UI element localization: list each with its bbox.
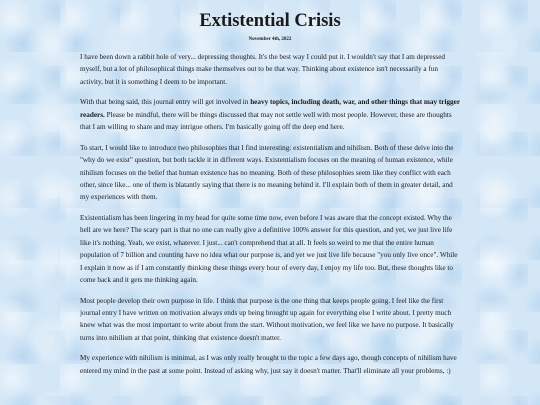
post-date: November 4th, 2022 xyxy=(248,37,292,42)
paragraph-existentialism: Existentialism has been lingering in my head for quite some time now, even before I was aware that the concept existed. Why the hell are we here? The scary part is that no one can really give a definitive 100% answer for this question, and yet, we just live life like it's nothing. Yeah, we exist, whatever. I just... can't comprehend that at all. It feels so weird to me that the entire human population of 7 billion and counting have no idea what our purpose is, and yet we just live life because "you only live once". While I explain it now as if I am constantly thinking these things every hour of every day, I enjoy my life too. But, these thoughts like to come back and it gets me thinking again. xyxy=(80,214,458,285)
paragraph-purpose: Most people develop their own purpose in life. I think that purpose is the one thing that keeps people going. I feel like the first journal entry I have written on motivation always ends up being brought up again for everything else I write about. I pretty much knew what was the most important to write about from the start. Without motivation, we feel like we have no purpose. It basically turns into nihilism at that point, thinking that existence doesn't matter. xyxy=(80,296,454,342)
journal-entry xyxy=(80,0,460,405)
entry-body xyxy=(80,51,460,377)
paragraph-content-warning xyxy=(80,96,460,133)
paragraph-intro: I have been down a rabbit hole of very... depressing thoughts. It's the best way I could put it. I wouldn't say that I am depressed myself, but a lot of philosophical things make themselves out to be that way. Thinking about existence isn't necessarily a fun activity, but it is something I deem to be important. xyxy=(80,53,446,86)
paragraph-nihilism: My experience with nihilism is minimal, as I was only really brought to the topic a few days ago, though concepts of nihilism have entered my mind in the past at some point. Instead of asking why, just say it doesn't matter. That'll eliminate all your problems, :) xyxy=(80,354,457,375)
warning-bold-text: heavy topics, including death, war, and other things that may trigger readers. xyxy=(80,98,460,119)
warning-tail-text: Please be mindful, there will be things discussed that may not settle well with most people. However, these are thoughts that I am willing to share and may intrigue others. I'm basically going off the deep end here. xyxy=(80,110,452,132)
paragraph-philosophies: To start, I would like to introduce two philosophies that I find interesting: existentialism and nihilism. Both of these delve into the "why do we exist" question, but both tackle it in different ways. Existentialism focuses on the meaning of human existence, while nihilism focuses on the belief that human existence has no meaning. Both of these philosophies seem like they conflict with each other, since like... one of them is blatantly saying that there is no meaning behind it. I'll explain both of them in greater detail, and my experiences with them. xyxy=(80,143,454,202)
warning-lead-text: With that being said, this journal entry will get involved in xyxy=(80,98,251,107)
page-title: Extistential Crisis xyxy=(199,11,341,31)
